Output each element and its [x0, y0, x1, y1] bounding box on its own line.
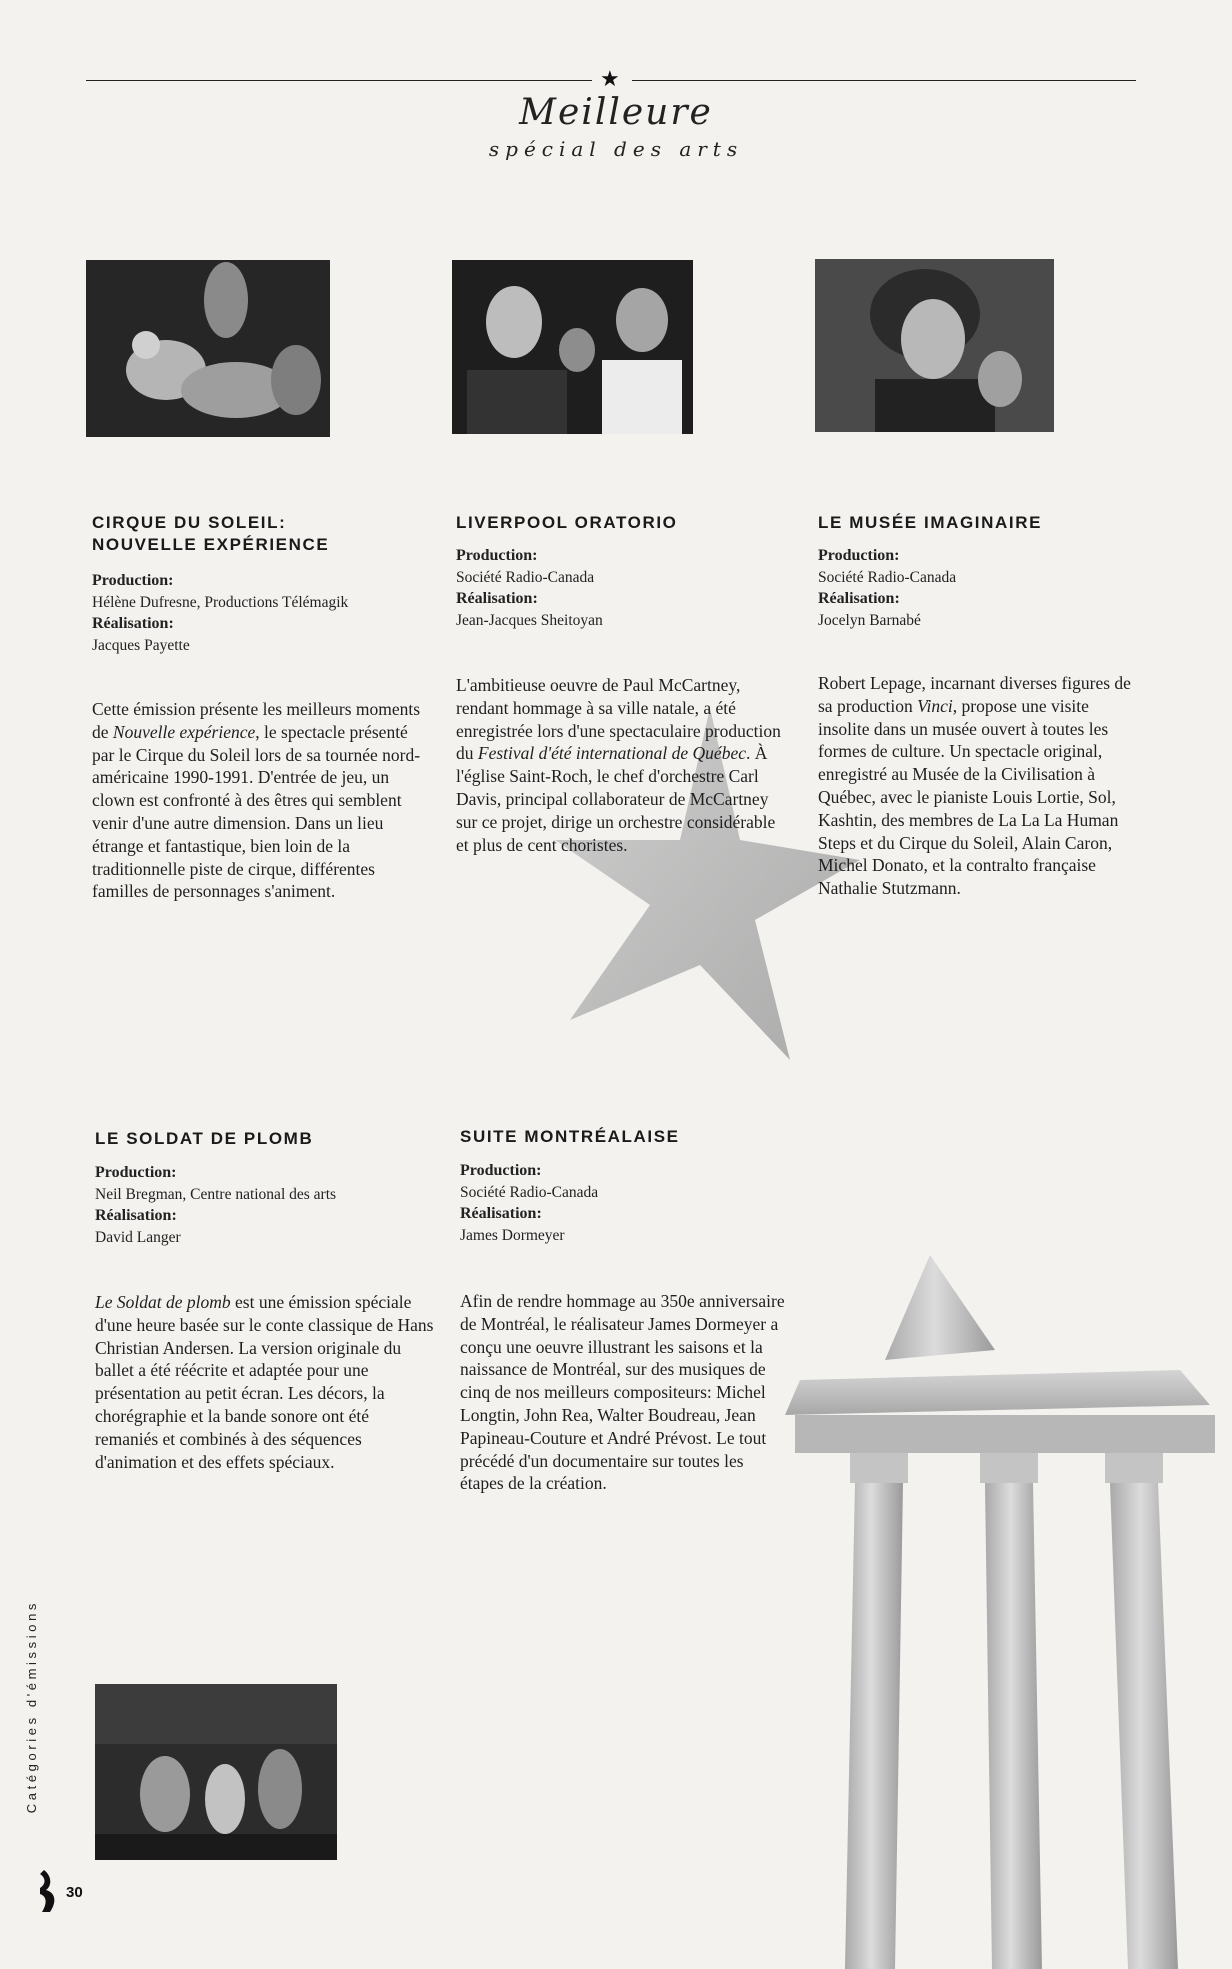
description-text: Afin de rendre hommage au 350e anniversaire de Montréal, le réalisateur James Dormeyer a conçu une oeuvre illustrant les saisons et la naissance de Montréal, sur des musiques de cinq de nos meilleurs compositeurs: Michel Longtin, John Rea, Walter Boudreau, Jean Papineau-Couture et André Prévost. Le tout précédé d'un documentaire sur toutes les étapes de la création. — [460, 1291, 785, 1494]
description-italic: Vinci — [917, 695, 953, 716]
description-text: L'ambitieuse oeuvre de Paul McCartney, rendant hommage à sa ville natale, a été enregistrée lors d'une spectaculaire production du — [456, 675, 781, 764]
entry-title: CIRQUE DU SOLEIL: NOUVELLE EXPÉRIENCE — [92, 513, 330, 554]
entry-credits — [95, 1162, 415, 1248]
realisation-value: David Langer — [95, 1228, 181, 1246]
description-text-2: , propose une visite insolite dans un musée ouvert à toutes les formes de culture. Un spectacle original, enregistré au Musée de la Civilisation à Québec, avec le pianiste Louis Lortie, Sol, Kashtin, des membres de La La La Human Steps et du Cirque du Soleil, Alain Caron, Michel Donato, et la contralto française Nathalie Stutzmann. — [818, 695, 1119, 899]
description-text-2: . À l'église Saint-Roch, le chef d'orchestre Carl Davis, principal collaborateur de McCartney sur ce projet, dirige un orchestre considérable et plus de cent choristes. — [456, 743, 776, 855]
production-label: Production: — [456, 547, 538, 564]
production-label: Production: — [92, 572, 174, 589]
realisation-label: Réalisation: — [818, 590, 900, 607]
header-rule-left — [86, 80, 592, 81]
production-value: Société Radio-Canada — [456, 568, 595, 586]
entry-description — [456, 674, 791, 856]
musee-imaginaire-photo — [815, 259, 1054, 432]
cirque-du-soleil-photo — [86, 260, 330, 437]
realisation-label: Réalisation: — [456, 590, 538, 607]
production-value: Société Radio-Canada — [460, 1183, 599, 1201]
realisation-value: Jacques Payette — [92, 636, 190, 654]
realisation-label: Réalisation: — [95, 1207, 177, 1224]
entry-description — [95, 1291, 435, 1473]
entry-credits — [818, 545, 1118, 631]
realisation-value: Jean-Jacques Sheitoyan — [456, 611, 603, 629]
entry-description — [818, 672, 1138, 900]
star-icon: ★ — [600, 67, 620, 92]
page-heading: Meilleure — [519, 92, 713, 133]
entry-description — [92, 698, 432, 903]
page-number: 30 — [66, 1884, 83, 1901]
realisation-label: Réalisation: — [460, 1205, 542, 1222]
production-value: Société Radio-Canada — [818, 568, 957, 586]
production-value: Neil Bregman, Centre national des arts — [95, 1185, 337, 1203]
realisation-value: Jocelyn Barnabé — [818, 611, 921, 629]
soldat-de-plomb-photo — [95, 1684, 337, 1860]
entry-title: LE SOLDAT DE PLOMB — [95, 1129, 314, 1148]
liverpool-oratorio-photo — [452, 260, 693, 434]
production-value: Hélène Dufresne, Productions Télémagik — [92, 593, 349, 611]
description-text: Robert Lepage, incarnant diverses figures de sa production — [818, 673, 1131, 716]
production-label: Production: — [818, 547, 900, 564]
realisation-value: James Dormeyer — [460, 1226, 565, 1244]
description-italic: Festival d'été international de Québec — [477, 743, 746, 764]
production-label: Production: — [460, 1162, 542, 1179]
description-text-2: , le spectacle présenté par le Cirque du Soleil lors de sa tournée nord-américaine 1990-1991. D'entrée de jeu, un clown est confronté à des êtres qui semblent venir d'une autre dimension. Dans un lieu étrange et fantastique, bien loin de la traditionnelle piste de cirque, différentes familles de personnages s'animent. — [92, 721, 421, 902]
realisation-label: Réalisation: — [92, 615, 174, 632]
description-text: Cette émission présente les meilleurs moments de — [92, 699, 421, 742]
section-marker-icon — [38, 1868, 62, 1914]
page-subheading: spécial des arts — [488, 137, 744, 161]
side-category-label — [24, 1600, 54, 1860]
production-label: Production: — [95, 1164, 177, 1181]
description-text-2: est une émission spéciale d'une heure basée sur le conte classique de Hans Christian Andersen. La version originale du ballet a été réécrite et adaptée pour une présentation au petit écran. Les décors, la chorégraphie et la bande sonore ont été remaniés et combinés à des séquences d'animation et des effets spéciaux. — [95, 1292, 434, 1472]
entry-description — [460, 1290, 790, 1495]
entry-title: LE MUSÉE IMAGINAIRE — [818, 513, 1043, 532]
entry-title: LIVERPOOL ORATORIO — [456, 513, 678, 532]
entry-credits — [456, 545, 756, 631]
entry-title: SUITE MONTRÉALAISE — [460, 1127, 680, 1146]
decorative-temple-icon — [780, 1255, 1232, 1969]
description-italic: Le Soldat de plomb — [95, 1292, 231, 1312]
entry-credits — [460, 1160, 760, 1246]
entry-credits — [92, 570, 392, 656]
header-rule-right — [632, 80, 1136, 81]
description-italic: Nouvelle expérience — [112, 721, 256, 742]
side-label-text: Catégories d'émissions — [24, 1600, 39, 1814]
